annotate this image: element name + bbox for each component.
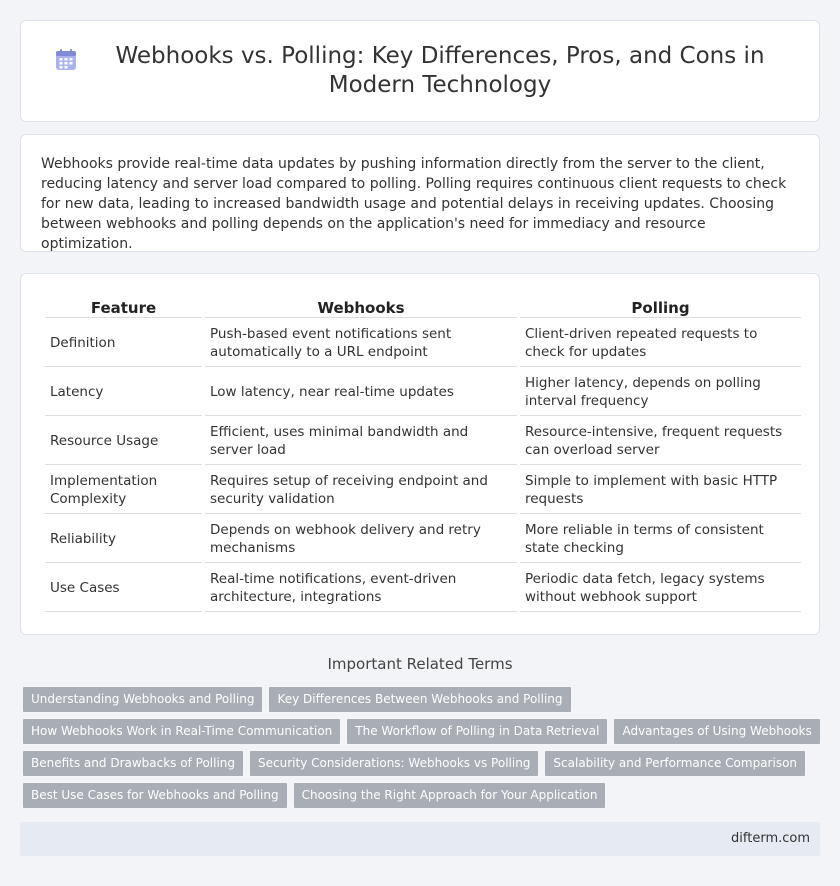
table-row	[45, 369, 801, 416]
polling-cell: Higher latency, depends on polling interval frequency	[520, 369, 801, 416]
related-term-link[interactable]: The Workflow of Polling in Data Retrieval	[347, 719, 607, 744]
webhooks-cell: Depends on webhook delivery and retry mechanisms	[205, 516, 517, 563]
feature-cell: Latency	[45, 369, 202, 416]
footer	[20, 822, 820, 856]
related-term-link[interactable]: Advantages of Using Webhooks	[614, 719, 819, 744]
related-term-link[interactable]: Benefits and Drawbacks of Polling	[23, 751, 243, 776]
related-term-link[interactable]: Understanding Webhooks and Polling	[23, 687, 262, 712]
webhooks-cell: Push-based event notifications sent automatically to a URL endpoint	[205, 320, 517, 367]
header-webhooks: Webhooks	[205, 298, 517, 318]
table-row	[45, 320, 801, 367]
related-terms-list	[23, 687, 823, 808]
related-term-link[interactable]: How Webhooks Work in Real-Time Communication	[23, 719, 340, 744]
webhooks-cell: Efficient, uses minimal bandwidth and server load	[205, 418, 517, 465]
comparison-table-card	[20, 273, 820, 635]
footer-site-link[interactable]: difterm.com	[731, 831, 810, 846]
header-polling: Polling	[520, 298, 801, 318]
webhooks-cell: Real-time notifications, event-driven architecture, integrations	[205, 565, 517, 612]
table-row	[45, 418, 801, 465]
related-term-link[interactable]: Best Use Cases for Webhooks and Polling	[23, 783, 287, 808]
header-feature: Feature	[45, 298, 202, 318]
intro-paragraph: Webhooks provide real-time data updates by pushing information directly from the server to the client, reducing latency and server load compared to polling. Polling requires continuous client requests to check for new data, leading to increased bandwidth usage and potential delays in receiving updates. Choosing between webhooks and polling depends on the application's need for immediacy and resource optimization.	[41, 156, 787, 252]
feature-cell: Resource Usage	[45, 418, 202, 465]
feature-cell: Definition	[45, 320, 202, 367]
related-term-link[interactable]: Security Considerations: Webhooks vs Polling	[250, 751, 538, 776]
feature-cell: Use Cases	[45, 565, 202, 612]
polling-cell: Simple to implement with basic HTTP requests	[520, 467, 801, 514]
table-row	[45, 467, 801, 514]
table-row	[45, 565, 801, 612]
table-row	[45, 516, 801, 563]
polling-cell: More reliable in terms of consistent state checking	[520, 516, 801, 563]
feature-cell: Implementation Complexity	[45, 467, 202, 514]
related-terms-title: Important Related Terms	[327, 655, 513, 673]
related-term-link[interactable]: Choosing the Right Approach for Your Application	[294, 783, 606, 808]
polling-cell: Client-driven repeated requests to check for updates	[520, 320, 801, 367]
intro-card	[20, 134, 820, 252]
polling-cell: Resource-intensive, frequent requests can overload server	[520, 418, 801, 465]
related-term-link[interactable]: Scalability and Performance Comparison	[545, 751, 805, 776]
comparison-table	[42, 296, 804, 614]
table-header-row	[45, 298, 801, 318]
webhooks-cell: Requires setup of receiving endpoint and security validation	[205, 467, 517, 514]
page-title: Webhooks vs. Polling: Key Differences, Pros, and Cons in Modern Technology	[115, 43, 765, 98]
webhooks-cell: Low latency, near real-time updates	[205, 369, 517, 416]
related-term-link[interactable]: Key Differences Between Webhooks and Polling	[269, 687, 570, 712]
title-card	[20, 20, 820, 122]
feature-cell: Reliability	[45, 516, 202, 563]
polling-cell: Periodic data fetch, legacy systems without webhook support	[520, 565, 801, 612]
